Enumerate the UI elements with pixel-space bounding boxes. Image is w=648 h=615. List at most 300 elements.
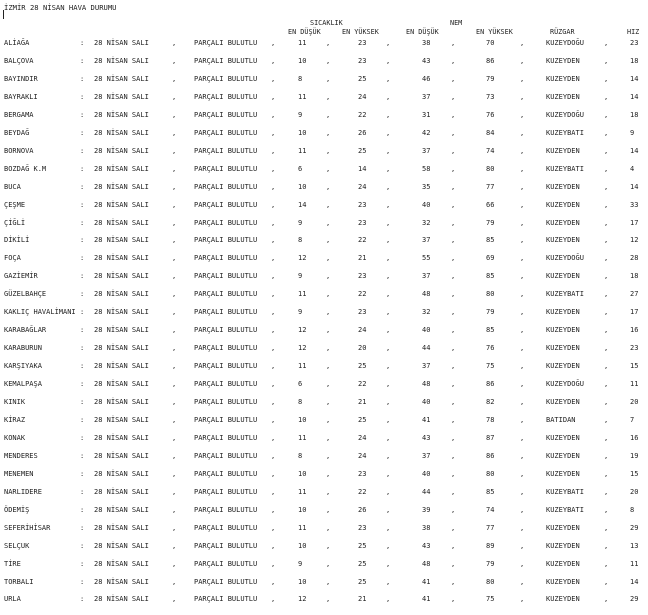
humidity-max-cell: 82	[486, 398, 495, 406]
wind-speed-cell: 7	[630, 415, 635, 424]
humidity-min-cell: 41	[422, 577, 431, 586]
humidity-max-cell: 73	[486, 92, 495, 101]
separator-comma: ,	[172, 182, 177, 191]
humidity-max-cell: 85	[486, 487, 495, 496]
humidity-min-cell: 44	[422, 487, 431, 496]
wind-speed-cell: 20	[630, 487, 639, 496]
table-row	[0, 39, 648, 51]
table-row	[0, 542, 648, 554]
temp-min-cell: 9	[298, 559, 303, 568]
temp-max-cell: 23	[358, 272, 367, 281]
separator-comma: ,	[271, 39, 276, 47]
temp-min-cell: 11	[298, 362, 307, 371]
wind-direction-cell: KUZEYBATI	[546, 487, 584, 496]
separator-colon: :	[80, 254, 85, 263]
temp-min-cell: 12	[298, 344, 307, 353]
temp-max-cell: 21	[358, 254, 367, 263]
humidity-min-cell: 37	[422, 236, 431, 245]
date-cell: 28 NİSAN SALI	[94, 254, 149, 263]
separator-comma: ,	[386, 451, 391, 460]
humidity-max-cell: 79	[486, 308, 495, 317]
separator-comma: ,	[172, 415, 177, 424]
separator-comma: ,	[386, 559, 391, 568]
separator-comma: ,	[172, 326, 177, 335]
wind-direction-cell: KUZEYDEN	[546, 200, 580, 209]
temp-max-cell: 21	[358, 398, 367, 406]
condition-cell: PARÇALI BULUTLU	[194, 344, 258, 353]
wind-speed-cell: 11	[630, 380, 639, 389]
humidity-max-cell: 84	[486, 128, 495, 137]
separator-colon: :	[80, 218, 85, 227]
wind-direction-cell: KUZEYDEN	[546, 541, 580, 550]
separator-comma: ,	[451, 218, 456, 227]
temp-min-cell: 6	[298, 164, 303, 173]
separator-colon: :	[80, 74, 85, 83]
humidity-min-cell: 37	[422, 146, 431, 155]
condition-cell: PARÇALI BULUTLU	[194, 164, 258, 173]
table-row	[0, 416, 648, 428]
table-row	[0, 560, 648, 572]
wind-direction-cell: KUZEYDEN	[546, 182, 580, 191]
wind-direction-cell: KUZEYDOĞU	[546, 110, 584, 119]
separator-comma: ,	[386, 505, 391, 514]
wind-speed-cell: 8	[630, 505, 635, 514]
humidity-min-cell: 48	[422, 290, 431, 299]
humidity-min-cell: 43	[422, 56, 431, 65]
separator-comma: ,	[386, 415, 391, 424]
separator-comma: ,	[520, 523, 525, 532]
date-cell: 28 NİSAN SALI	[94, 39, 149, 47]
separator-comma: ,	[604, 56, 609, 65]
condition-cell: PARÇALI BULUTLU	[194, 523, 258, 532]
separator-comma: ,	[326, 254, 331, 263]
humidity-max-cell: 70	[486, 39, 495, 47]
separator-comma: ,	[604, 146, 609, 155]
wind-speed-cell: 14	[630, 92, 639, 101]
condition-cell: PARÇALI BULUTLU	[194, 362, 258, 371]
separator-comma: ,	[271, 326, 276, 335]
district-name: ALİAĞA	[4, 39, 30, 47]
separator-comma: ,	[604, 200, 609, 209]
wind-direction-cell: KUZEYDEN	[546, 362, 580, 371]
separator-comma: ,	[604, 451, 609, 460]
condition-cell: PARÇALI BULUTLU	[194, 326, 258, 335]
separator-comma: ,	[520, 433, 525, 442]
district-name: FOÇA	[4, 254, 21, 263]
wind-speed-cell: 11	[630, 559, 639, 568]
condition-cell: PARÇALI BULUTLU	[194, 200, 258, 209]
separator-comma: ,	[386, 595, 391, 604]
separator-comma: ,	[520, 92, 525, 101]
separator-comma: ,	[386, 487, 391, 496]
date-cell: 28 NİSAN SALI	[94, 92, 149, 101]
separator-comma: ,	[520, 272, 525, 281]
separator-comma: ,	[520, 110, 525, 119]
separator-comma: ,	[271, 272, 276, 281]
humidity-min-cell: 55	[422, 254, 431, 263]
humidity-min-cell: 41	[422, 415, 431, 424]
wind-direction-cell: KUZEYBATI	[546, 290, 584, 299]
separator-colon: :	[80, 344, 85, 353]
separator-comma: ,	[604, 110, 609, 119]
temp-max-cell: 22	[358, 487, 367, 496]
separator-comma: ,	[271, 308, 276, 317]
separator-colon: :	[80, 362, 85, 371]
separator-comma: ,	[604, 559, 609, 568]
condition-cell: PARÇALI BULUTLU	[194, 308, 258, 317]
separator-comma: ,	[271, 577, 276, 586]
district-name: KARABURUN	[4, 344, 42, 353]
table-row	[0, 290, 648, 302]
header-nem: NEM	[450, 19, 463, 27]
table-row	[0, 578, 648, 590]
humidity-max-cell: 79	[486, 74, 495, 83]
wind-direction-cell: KUZEYDEN	[546, 326, 580, 335]
humidity-min-cell: 31	[422, 110, 431, 119]
temp-max-cell: 24	[358, 433, 367, 442]
temp-min-cell: 8	[298, 236, 303, 245]
district-name: SELÇUK	[4, 541, 30, 550]
separator-comma: ,	[326, 200, 331, 209]
separator-comma: ,	[172, 505, 177, 514]
separator-comma: ,	[604, 433, 609, 442]
wind-speed-cell: 13	[630, 541, 639, 550]
separator-comma: ,	[520, 326, 525, 335]
separator-comma: ,	[271, 505, 276, 514]
date-cell: 28 NİSAN SALI	[94, 290, 149, 299]
separator-colon: :	[80, 577, 85, 586]
date-cell: 28 NİSAN SALI	[94, 74, 149, 83]
humidity-min-cell: 40	[422, 398, 431, 406]
temp-max-cell: 25	[358, 577, 367, 586]
separator-comma: ,	[386, 398, 391, 406]
separator-colon: :	[80, 487, 85, 496]
separator-comma: ,	[520, 469, 525, 478]
condition-cell: PARÇALI BULUTLU	[194, 39, 258, 47]
separator-comma: ,	[451, 128, 456, 137]
temp-min-cell: 11	[298, 146, 307, 155]
separator-comma: ,	[271, 74, 276, 83]
separator-comma: ,	[604, 344, 609, 353]
humidity-min-cell: 37	[422, 272, 431, 281]
wind-speed-cell: 15	[630, 362, 639, 371]
separator-comma: ,	[520, 236, 525, 245]
table-row	[0, 75, 648, 87]
wind-direction-cell: KUZEYDEN	[546, 308, 580, 317]
wind-direction-cell: KUZEYDEN	[546, 559, 580, 568]
date-cell: 28 NİSAN SALI	[94, 272, 149, 281]
temp-max-cell: 25	[358, 362, 367, 371]
wind-speed-cell: 14	[630, 74, 639, 83]
separator-comma: ,	[451, 398, 456, 406]
temp-min-cell: 10	[298, 505, 307, 514]
wind-direction-cell: KUZEYDOĞU	[546, 254, 584, 263]
temp-min-cell: 8	[298, 398, 303, 406]
humidity-max-cell: 78	[486, 415, 495, 424]
separator-comma: ,	[386, 39, 391, 47]
temp-max-cell: 25	[358, 415, 367, 424]
humidity-max-cell: 79	[486, 559, 495, 568]
separator-comma: ,	[520, 451, 525, 460]
condition-cell: PARÇALI BULUTLU	[194, 487, 258, 496]
separator-comma: ,	[271, 290, 276, 299]
temp-max-cell: 25	[358, 74, 367, 83]
separator-comma: ,	[271, 523, 276, 532]
wind-direction-cell: KUZEYDEN	[546, 577, 580, 586]
wind-direction-cell: KUZEYDEN	[546, 56, 580, 65]
separator-comma: ,	[451, 577, 456, 586]
humidity-max-cell: 85	[486, 326, 495, 335]
separator-colon: :	[80, 110, 85, 119]
separator-comma: ,	[172, 398, 177, 406]
humidity-max-cell: 76	[486, 344, 495, 353]
separator-comma: ,	[520, 362, 525, 371]
separator-comma: ,	[604, 128, 609, 137]
separator-comma: ,	[520, 398, 525, 406]
wind-speed-cell: 28	[630, 254, 639, 263]
separator-comma: ,	[520, 415, 525, 424]
district-name: KEMALPAŞA	[4, 380, 42, 389]
separator-comma: ,	[451, 110, 456, 119]
district-name: KINIK	[4, 398, 26, 406]
humidity-min-cell: 38	[422, 523, 431, 532]
district-name: NARLIDERE	[4, 487, 42, 496]
separator-comma: ,	[520, 39, 525, 47]
separator-comma: ,	[451, 541, 456, 550]
humidity-min-cell: 44	[422, 344, 431, 353]
wind-direction-cell: KUZEYDOĞU	[546, 39, 584, 47]
district-name: BUCA	[4, 182, 21, 191]
humidity-min-cell: 43	[422, 433, 431, 442]
separator-comma: ,	[451, 56, 456, 65]
separator-comma: ,	[326, 146, 331, 155]
separator-comma: ,	[604, 469, 609, 478]
wind-speed-cell: 19	[630, 451, 639, 460]
separator-comma: ,	[271, 200, 276, 209]
temp-min-cell: 10	[298, 469, 307, 478]
separator-comma: ,	[326, 451, 331, 460]
temp-min-cell: 9	[298, 308, 303, 317]
date-cell: 28 NİSAN SALI	[94, 362, 149, 371]
separator-comma: ,	[604, 164, 609, 173]
wind-speed-cell: 18	[630, 56, 639, 65]
separator-comma: ,	[271, 380, 276, 389]
separator-comma: ,	[520, 164, 525, 173]
separator-comma: ,	[326, 344, 331, 353]
separator-comma: ,	[604, 92, 609, 101]
temp-max-cell: 22	[358, 380, 367, 389]
wind-direction-cell: KUZEYDEN	[546, 74, 580, 83]
wind-speed-cell: 14	[630, 182, 639, 191]
wind-direction-cell: KUZEYDEN	[546, 92, 580, 101]
date-cell: 28 NİSAN SALI	[94, 380, 149, 389]
separator-comma: ,	[451, 559, 456, 568]
separator-comma: ,	[386, 56, 391, 65]
separator-comma: ,	[520, 380, 525, 389]
temp-min-cell: 11	[298, 290, 307, 299]
date-cell: 28 NİSAN SALI	[94, 541, 149, 550]
temp-min-cell: 8	[298, 451, 303, 460]
district-name: KAKLIÇ HAVALİMANI	[4, 308, 76, 317]
district-name: MENEMEN	[4, 469, 34, 478]
separator-comma: ,	[386, 128, 391, 137]
table-row	[0, 219, 648, 231]
separator-comma: ,	[172, 254, 177, 263]
temp-min-cell: 10	[298, 128, 307, 137]
humidity-min-cell: 32	[422, 308, 431, 317]
temp-max-cell: 25	[358, 541, 367, 550]
humidity-max-cell: 69	[486, 254, 495, 263]
separator-colon: :	[80, 164, 85, 173]
condition-cell: PARÇALI BULUTLU	[194, 272, 258, 281]
separator-colon: :	[80, 146, 85, 155]
separator-comma: ,	[520, 487, 525, 496]
separator-colon: :	[80, 523, 85, 532]
separator-colon: :	[80, 469, 85, 478]
separator-comma: ,	[451, 236, 456, 245]
separator-comma: ,	[326, 469, 331, 478]
separator-colon: :	[80, 415, 85, 424]
table-row	[0, 57, 648, 69]
separator-comma: ,	[604, 39, 609, 47]
wind-direction-cell: KUZEYBATI	[546, 128, 584, 137]
separator-comma: ,	[326, 559, 331, 568]
separator-comma: ,	[520, 541, 525, 550]
date-cell: 28 NİSAN SALI	[94, 326, 149, 335]
date-cell: 28 NİSAN SALI	[94, 182, 149, 191]
condition-cell: PARÇALI BULUTLU	[194, 559, 258, 568]
table-row	[0, 308, 648, 320]
separator-comma: ,	[326, 541, 331, 550]
humidity-min-cell: 32	[422, 218, 431, 227]
humidity-max-cell: 74	[486, 505, 495, 514]
humidity-max-cell: 77	[486, 182, 495, 191]
separator-comma: ,	[172, 380, 177, 389]
separator-comma: ,	[520, 56, 525, 65]
table-row	[0, 524, 648, 536]
temp-min-cell: 11	[298, 92, 307, 101]
separator-colon: :	[80, 182, 85, 191]
separator-colon: :	[80, 559, 85, 568]
separator-comma: ,	[520, 254, 525, 263]
temp-max-cell: 25	[358, 146, 367, 155]
humidity-max-cell: 74	[486, 146, 495, 155]
wind-direction-cell: KUZEYBATI	[546, 505, 584, 514]
humidity-max-cell: 80	[486, 290, 495, 299]
humidity-max-cell: 85	[486, 272, 495, 281]
district-name: BERGAMA	[4, 110, 34, 119]
separator-comma: ,	[451, 380, 456, 389]
separator-colon: :	[80, 326, 85, 335]
separator-comma: ,	[172, 595, 177, 604]
separator-comma: ,	[326, 415, 331, 424]
humidity-max-cell: 77	[486, 523, 495, 532]
separator-comma: ,	[326, 290, 331, 299]
district-name: KİRAZ	[4, 415, 26, 424]
table-row	[0, 111, 648, 123]
separator-comma: ,	[520, 290, 525, 299]
humidity-max-cell: 86	[486, 451, 495, 460]
separator-comma: ,	[520, 505, 525, 514]
humidity-min-cell: 37	[422, 92, 431, 101]
separator-comma: ,	[451, 254, 456, 263]
wind-speed-cell: 14	[630, 577, 639, 586]
date-cell: 28 NİSAN SALI	[94, 559, 149, 568]
condition-cell: PARÇALI BULUTLU	[194, 380, 258, 389]
date-cell: 28 NİSAN SALI	[94, 344, 149, 353]
separator-comma: ,	[271, 469, 276, 478]
temp-min-cell: 12	[298, 326, 307, 335]
separator-comma: ,	[172, 451, 177, 460]
separator-comma: ,	[451, 92, 456, 101]
temp-min-cell: 11	[298, 433, 307, 442]
separator-comma: ,	[386, 110, 391, 119]
wind-speed-cell: 33	[630, 200, 639, 209]
humidity-max-cell: 79	[486, 218, 495, 227]
separator-comma: ,	[386, 541, 391, 550]
separator-comma: ,	[386, 182, 391, 191]
separator-comma: ,	[604, 487, 609, 496]
humidity-max-cell: 80	[486, 469, 495, 478]
temp-min-cell: 10	[298, 182, 307, 191]
table-row	[0, 362, 648, 374]
separator-comma: ,	[326, 218, 331, 227]
separator-comma: ,	[172, 39, 177, 47]
header-wind: RÜZGAR	[550, 28, 575, 36]
wind-direction-cell: KUZEYDEN	[546, 398, 580, 406]
humidity-max-cell: 66	[486, 200, 495, 209]
separator-comma: ,	[604, 398, 609, 406]
separator-colon: :	[80, 200, 85, 209]
date-cell: 28 NİSAN SALI	[94, 236, 149, 245]
separator-comma: ,	[326, 595, 331, 604]
condition-cell: PARÇALI BULUTLU	[194, 92, 258, 101]
separator-comma: ,	[172, 56, 177, 65]
condition-cell: PARÇALI BULUTLU	[194, 182, 258, 191]
wind-direction-cell: KUZEYDEN	[546, 218, 580, 227]
humidity-min-cell: 37	[422, 362, 431, 371]
separator-colon: :	[80, 433, 85, 442]
district-name: ÖDEMİŞ	[4, 505, 30, 514]
separator-comma: ,	[386, 164, 391, 173]
date-cell: 28 NİSAN SALI	[94, 146, 149, 155]
district-name: BOZDAĞ K.M	[4, 164, 47, 173]
separator-comma: ,	[326, 182, 331, 191]
separator-comma: ,	[326, 487, 331, 496]
condition-cell: PARÇALI BULUTLU	[194, 236, 258, 245]
district-name: SEFERİHİSAR	[4, 523, 51, 532]
separator-comma: ,	[604, 380, 609, 389]
separator-comma: ,	[271, 110, 276, 119]
wind-speed-cell: 20	[630, 398, 639, 406]
wind-direction-cell: KUZEYDEN	[546, 433, 580, 442]
humidity-max-cell: 76	[486, 110, 495, 119]
condition-cell: PARÇALI BULUTLU	[194, 451, 258, 460]
district-name: URLA	[4, 595, 21, 604]
date-cell: 28 NİSAN SALI	[94, 577, 149, 586]
separator-comma: ,	[451, 308, 456, 317]
district-name: KARABAĞLAR	[4, 326, 47, 335]
wind-speed-cell: 15	[630, 469, 639, 478]
humidity-max-cell: 89	[486, 541, 495, 550]
temp-min-cell: 9	[298, 272, 303, 281]
humidity-min-cell: 48	[422, 559, 431, 568]
separator-comma: ,	[326, 505, 331, 514]
separator-comma: ,	[386, 146, 391, 155]
table-row	[0, 344, 648, 356]
separator-comma: ,	[326, 92, 331, 101]
separator-comma: ,	[386, 469, 391, 478]
